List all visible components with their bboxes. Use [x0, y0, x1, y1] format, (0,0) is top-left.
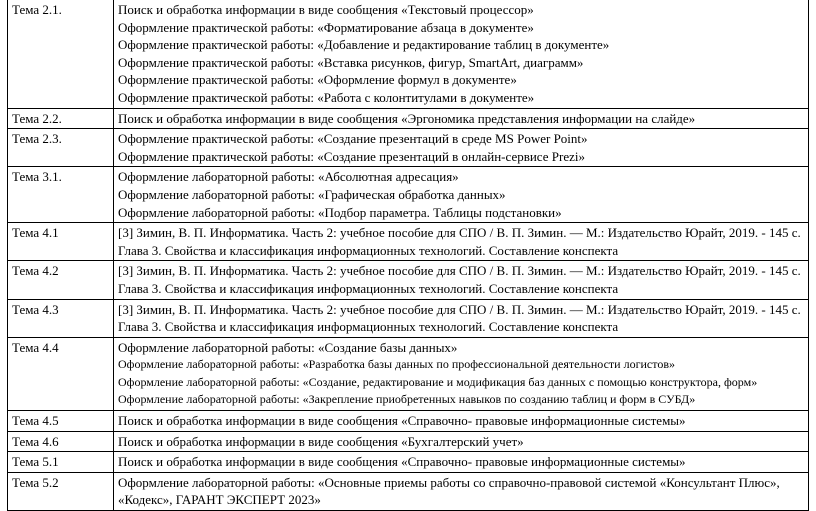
task-line: Оформление лабораторной работы: «Абсолютная адресация» [118, 169, 459, 185]
table-row [8, 472, 809, 510]
task-line: Оформление практической работы: «Создание презентаций в среде MS Power Point» [118, 131, 588, 147]
task-line: Оформление практической работы: «Добавление и редактирование таблиц в документе» [118, 37, 610, 53]
topic-cell: Тема 4.1 [8, 223, 114, 261]
table-row [8, 108, 809, 129]
task-line: Поиск и обработка информации в виде сообщения «Справочно- правовые информационные системы» [118, 454, 686, 470]
content-cell [114, 0, 809, 108]
table-row [8, 129, 809, 167]
topic-cell: Тема 4.6 [8, 431, 114, 452]
task-line: Оформление практической работы: «Оформление формул в документе» [118, 72, 517, 88]
content-cell [114, 167, 809, 223]
task-line: Оформление практической работы: «Работа с колонтитулами в документе» [118, 89, 535, 105]
table-row [8, 337, 809, 410]
table-row [8, 223, 809, 261]
table-row [8, 411, 809, 432]
task-line: Поиск и обработка информации в виде сообщения «Текстовый процессор» [118, 2, 534, 17]
content-cell [114, 411, 809, 432]
task-line: Поиск и обработка информации в виде сообщения «Справочно- правовые информационные системы» [118, 413, 686, 429]
task-line: Оформление практической работы: «Создание презентаций в онлайн-сервисе Prezi» [118, 148, 585, 164]
content-cell [114, 129, 809, 167]
topic-cell: Тема 2.3. [8, 129, 114, 167]
table-row [8, 431, 809, 452]
content-cell: [3] Зимин, В. П. Информатика. Часть 2: учебное пособие для СПО / В. П. Зимин. — М.: Издательство Юрайт, 2019. - 145 с. Глава 3. Свойства и классификация информационных технологий. Составление конспекта [114, 261, 809, 299]
task-line: Оформление лабораторной работы: «Создание базы данных» [118, 339, 458, 355]
topic-cell: Тема 3.1. [8, 167, 114, 223]
task-line: Оформление лабораторной работы: «Создание, редактирование и модификация баз данных с помощью конструктора, форм» [118, 374, 758, 389]
task-line: Поиск и обработка информации в виде сообщения «Бухгалтерский учет» [118, 433, 524, 449]
task-line: Поиск и обработка информации в виде сообщения «Эргономика представления информации на слайде» [118, 110, 696, 126]
content-cell [114, 452, 809, 473]
table-row [8, 452, 809, 473]
task-line: Оформление практической работы: «Вставка рисунков, фигур, SmartArt, диаграмм» [118, 54, 584, 70]
task-line: Оформление лабораторной работы: «Подбор параметра. Таблицы подстановки» [118, 204, 562, 220]
task-line: Оформление лабораторной работы: «Разработка базы данных по профессиональной деятельности логистов» [118, 357, 676, 372]
content-cell: Оформление лабораторной работы: «Основные приемы работы со справочно-правовой системой «Консультант Плюс», «Кодекс», ГАРАНТ ЭКСПЕРТ 2023» [114, 472, 809, 510]
content-cell [114, 337, 809, 410]
topic-cell: Тема 2.1. [8, 0, 114, 108]
topic-cell: Тема 4.4 [8, 337, 114, 410]
task-line: Оформление лабораторной работы: «Графическая обработка данных» [118, 186, 506, 202]
table-row [8, 0, 809, 108]
content-cell: [3] Зимин, В. П. Информатика. Часть 2: учебное пособие для СПО / В. П. Зимин. — М.: Издательство Юрайт, 2019. - 145 с. Глава 3. Свойства и классификация информационных технологий. Составление конспекта [114, 223, 809, 261]
table-row [8, 261, 809, 299]
task-line: Оформление практической работы: «Форматирование абзаца в документе» [118, 19, 534, 35]
study-plan-table [7, 0, 809, 511]
topic-cell: Тема 4.2 [8, 261, 114, 299]
topic-cell: Тема 4.5 [8, 411, 114, 432]
topic-cell: Тема 2.2. [8, 108, 114, 129]
task-line: Оформление лабораторной работы: «Закрепление приобретенных навыков по созданию таблиц и форм в СУБД» [118, 392, 696, 407]
topic-cell: Тема 5.1 [8, 452, 114, 473]
content-cell [114, 108, 809, 129]
table-row [8, 167, 809, 223]
topic-cell: Тема 4.3 [8, 299, 114, 337]
table-row [8, 299, 809, 337]
content-cell: [3] Зимин, В. П. Информатика. Часть 2: учебное пособие для СПО / В. П. Зимин. — М.: Издательство Юрайт, 2019. - 145 с. Глава 3. Свойства и классификация информационных технологий. Составление конспекта [114, 299, 809, 337]
content-cell [114, 431, 809, 452]
topic-cell: Тема 5.2 [8, 472, 114, 510]
